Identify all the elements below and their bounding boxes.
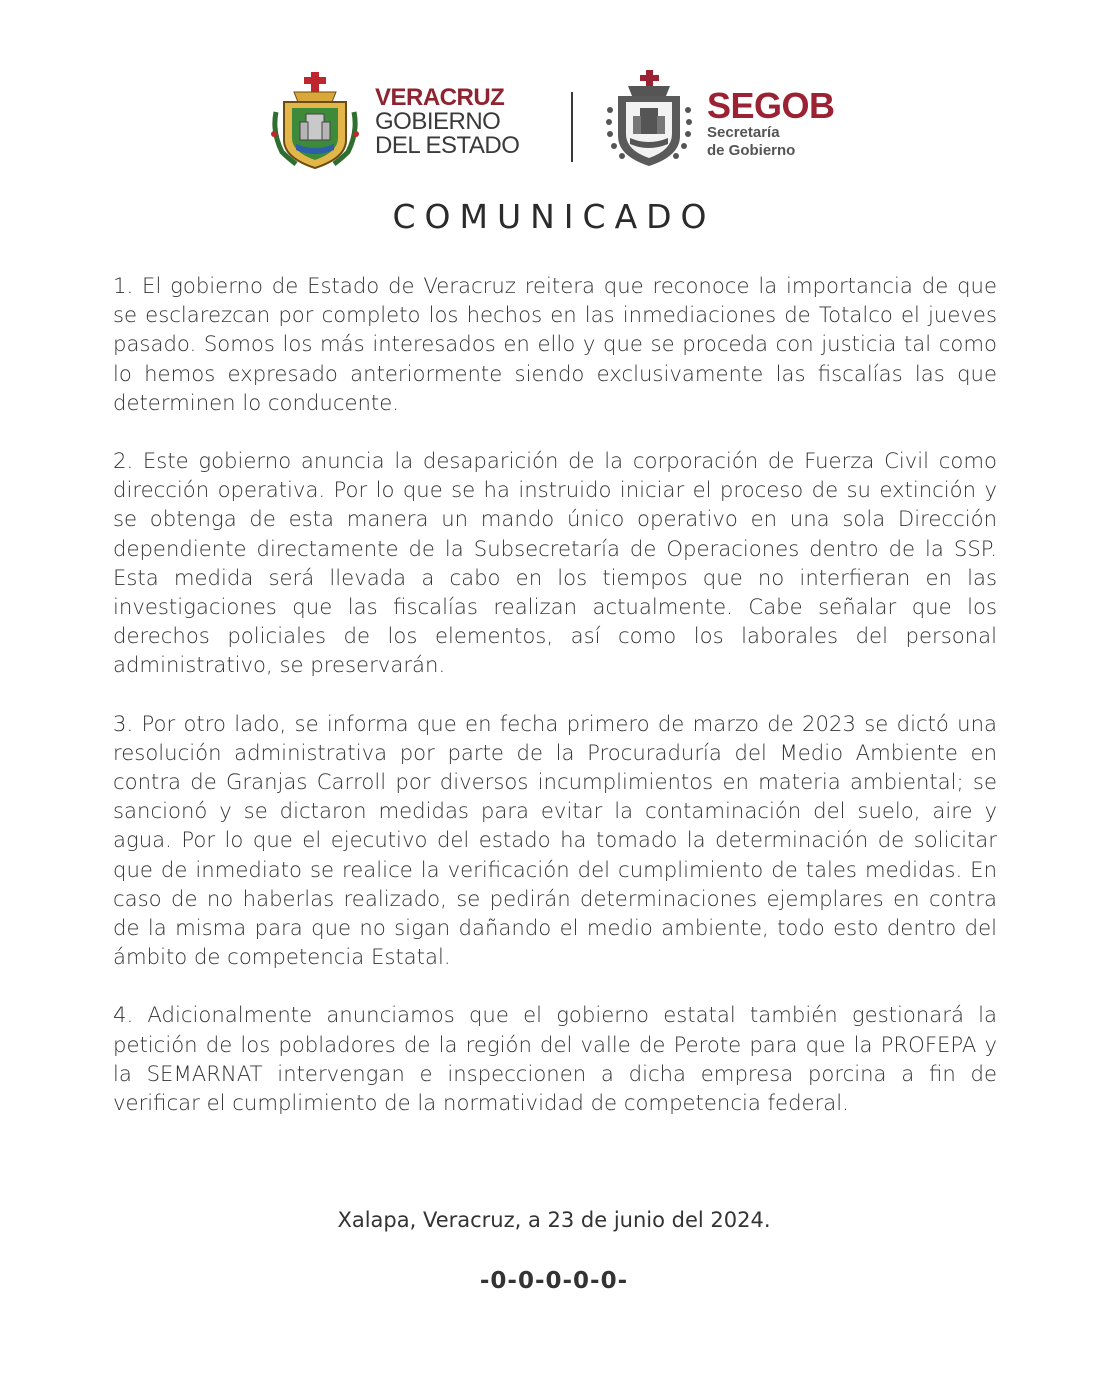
paragraph-1: 1. El gobierno de Estado de Veracruz reitera que reconoce la importancia de que se esclarezcan por completo los hechos en las inmediaciones de Totalco el jueves pasado. Somos los más interesados en ello y que se proceda con justicia tal como lo hemos expresado anteriormente siendo exclusivamente las fiscalías las que determinen lo conducente. xyxy=(113,273,997,415)
paragraph-2: 2. Este gobierno anuncia la desaparición de la corporación de Fuerza Civil como dirección operativa. Por lo que se ha instruido iniciar el proceso de su extinción y se obtenga de esta manera un mando único operativo en una sola Dirección dependiente directamente de la Subsecretaría de Operaciones dentro de la SSP. Esta medida será llevada a cabo en los tiempos que no interfieran en las investigaciones que las fiscalías realizan actualmente. Cabe señalar que los derechos policiales de los elementos, así como los laborales del personal administrativo, se preservarán. xyxy=(113,448,997,678)
veracruz-wordmark xyxy=(375,86,519,158)
segob-line1: SEGOB xyxy=(707,85,835,126)
segob-shield-icon xyxy=(604,70,694,170)
communique-body xyxy=(113,271,997,1146)
place-date: Xalapa, Veracruz, a 23 de junio del 2024. xyxy=(337,1208,771,1232)
paragraph-4: 4. Adicionalmente anunciamos que el gobierno estatal también gestionará la petición de los pobladores de la región del valle de Perote para que la PROFEPA y la SEMARNAT intervengan e inspeccionen a dicha empresa porcina a fin de verificar el cumplimiento de la normatividad de competencia federal. xyxy=(113,1002,997,1116)
veracruz-coat-of-arms-icon xyxy=(270,72,360,170)
logo-divider xyxy=(571,92,573,162)
closing-mark: -0-0-0-0-0- xyxy=(479,1268,629,1294)
segob-line3: de Gobierno xyxy=(707,142,796,159)
paragraph-3: 3. Por otro lado, se informa que en fecha primero de marzo de 2023 se dictó una resolución administrativa por parte de la Procuraduría del Medio Ambiente en contra de Granjas Carroll por diversos incumplimientos en materia ambiental; se sancionó y se dictaron medidas para evitar la contaminación del suelo, aire y agua. Por lo que el ejecutivo del estado ha tomado la determinación de solicitar que de inmediato se realice la verificación del cumplimiento de tales medidas. En caso de no haberlas realizado, se pedirán determinaciones ejemplares en contra de la misma para que no sigan dañando el medio ambiente, todo esto dentro del ámbito de competencia Estatal. xyxy=(113,710,997,970)
veracruz-line2: GOBIERNO xyxy=(375,108,501,135)
page-title: COMUNICADO xyxy=(392,197,716,236)
segob-line2: Secretaría xyxy=(707,124,780,141)
segob-wordmark xyxy=(707,85,835,160)
veracruz-line3: DEL ESTADO xyxy=(375,132,520,159)
header xyxy=(0,70,1108,170)
veracruz-line1: VERACRUZ xyxy=(375,84,505,111)
